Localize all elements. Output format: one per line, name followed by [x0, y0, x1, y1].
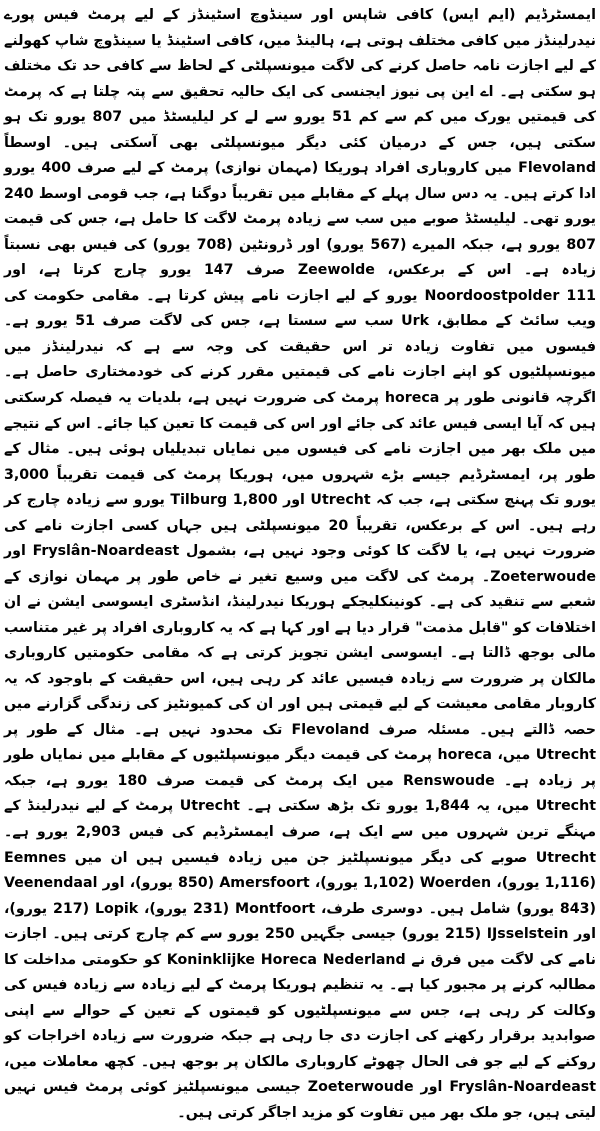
article-body: ایمسٹرڈیم (ایم ایس) کافی شاپس اور سینڈوچ اسٹینڈز کے لیے پرمٹ فیس پورے نیدرلینڈز میں کافی مختلف ہوتی ہے، ہالینڈ میں، کافی اسٹینڈ یا سینڈوچ شاپ کھولنے کے لیے اجازت نامہ حاصل کرنے کی لاگت میونسپلٹی کے لحاظ سے کافی حد تک مختلف ہو سکتی ہے۔ اے این پی نیوز ایجنسی کی ایک حالیہ تحقیق سے پتہ چلتا ہے کہ پرمٹ کی قیمتیں یورک میں کم سے کم 51 یورو سے لے کر لیلیسٹڈ میں 807 یورو تک ہو سکتی ہیں، جس کے درمیان کئی دیگر میونسپلٹی بھی آسکتی ہیں۔ اوسطاً Flevoland میں کاروباری افراد ہوریکا (مہمان نوازی) پرمٹ کے لیے صرف 400 یورو ادا کرتے ہیں۔ یہ دس سال پہلے کے مقابلے میں تقریباً دوگنا ہے، جب قومی اوسط 240 یورو تھی۔ لیلیسٹڈ صوبے میں سب سے زیادہ پرمٹ لاگت کا حامل ہے، جس کی قیمت 807 یورو ہے، جبکہ المیرے (567 یورو) اور ڈرونٹین (708 یورو) کی فیس بھی نسبتاً زیادہ ہے۔ اس کے برعکس، Zeewolde صرف 147 یورو چارج کرتا ہے، اور Noordoostpolder 111 یورو کے لیے اجازت نامے پیش کرتا ہے۔ مقامی حکومت کی ویب سائٹ کے مطابق، Urk سب سے سستا ہے، جس کی لاگت صرف 51 یورو ہے۔ فیسوں میں تفاوت زیادہ تر اس حقیقت کی وجہ سے ہے کہ نیدرلینڈز میں میونسپلٹیوں کو اپنے اجازت نامے کی قیمتیں مقرر کرنے کی خودمختاری حاصل ہے۔ اگرچہ قانونی طور پر horeca پرمٹ کی ضرورت نہیں ہے، بلدیات یہ فیصلہ کرسکتی ہیں کہ آیا ایسی فیس عائد کی جائے اور اس کی قیمت کا تعین کیا جائے۔ اس کے نتیجے میں ملک بھر میں اجازت نامے کی فیسوں میں نمایاں تبدیلیاں ہوئی ہیں۔ مثال کے طور پر، ایمسٹرڈیم جیسے بڑے شہروں میں، ہوریکا پرمٹ کی قیمت تقریباً 3,000 یورو تک پہنچ سکتی ہے، جب کہ Utrecht اور Tilburg 1,800 یورو سے زیادہ چارج کر رہے ہیں۔ اس کے برعکس، تقریباً 20 میونسپلٹی ہیں جہاں کسی اجازت نامے کی ضرورت نہیں ہے، یا لاگت کا کوئی وجود نہیں ہے، بشمول Fryslân-Noardeast اور Zoeterwoude۔ پرمٹ کی لاگت میں وسیع تغیر نے خاص طور پر مہمان نوازی کے شعبے سے تنقید کی ہے۔ کونینکلیجکے ہوریکا نیدرلینڈ، انڈسٹری ایسوسی ایشن نے ان اختلافات کو "قابل مذمت" قرار دیا ہے اور کہا ہے کہ یہ کاروباری افراد پر غیر متناسب مالی بوجھ ڈالتا ہے۔ ایسوسی ایشن تجویز کرتی ہے کہ مقامی حکومتیں کاروباری مالکان پر ضرورت سے زیادہ فیسیں عائد کر رہی ہیں، اس حقیقت کے باوجود کہ یہ کاروبار مقامی معیشت کے لیے قیمتی ہیں اور ان کی کمیونٹیز کی زندگی گزارنے میں حصہ ڈالتے ہیں۔ مسئلہ صرف Flevoland تک محدود نہیں ہے۔ مثال کے طور پر Utrecht میں، horeca پرمٹ کی قیمت دیگر میونسپلٹیوں کے مقابلے میں نمایاں طور پر زیادہ ہے۔ Renswoude میں ایک پرمٹ کی قیمت صرف 180 یورو ہے، جبکہ Utrecht میں، یہ 1,844 یورو تک بڑھ سکتی ہے۔ Utrecht پرمٹ کے لیے نیدرلینڈ کے مہنگے ترین شہروں میں سے ایک ہے، صرف ایمسٹرڈیم کی فیس 2,903 یورو ہے۔ Utrecht صوبے کی دیگر میونسپلٹیز جن میں زیادہ فیسیں ہیں ان میں Eemnes (1,116 یورو)، Woerden (1,102 یورو)، Amersfoort (850 یورو)، اور Veenendaal (843 یورو) شامل ہیں۔ دوسری طرف، Montfoort (231 یورو)، Lopik (217 یورو)، اور IJsselstein (215 یورو) جیسی جگہیں 250 یورو سے کم چارج کرتی ہیں۔ اجازت نامے کی لاگت میں فرق نے Koninklijke Horeca Nederland کو حکومتی مداخلت کا مطالبہ کرنے پر مجبور کیا ہے۔ یہ تنظیم ہوریکا پرمٹ کے لیے زیادہ سے زیادہ فیس کی وکالت کر رہی ہے، جس سے میونسپلٹیوں کو قیمتوں کے تعین کے حوالے سے اپنی صوابدید برقرار رکھنے کی اجازت دی جا رہی ہے جبکہ ضرورت سے زیادہ اخراجات کو روکنے کے لیے جو فی الحال چھوٹے کاروباری مالکان پر بوجھ ہیں۔ کچھ معاملات میں، Fryslân-Noardeast اور Zoeterwoude جیسی میونسپلٹیز کوئی پرمٹ فیس نہیں لیتی ہیں، جو ملک بھر میں تفاوت کو مزید اجاگر کرتی ہیں۔: [4, 7, 597, 1121]
